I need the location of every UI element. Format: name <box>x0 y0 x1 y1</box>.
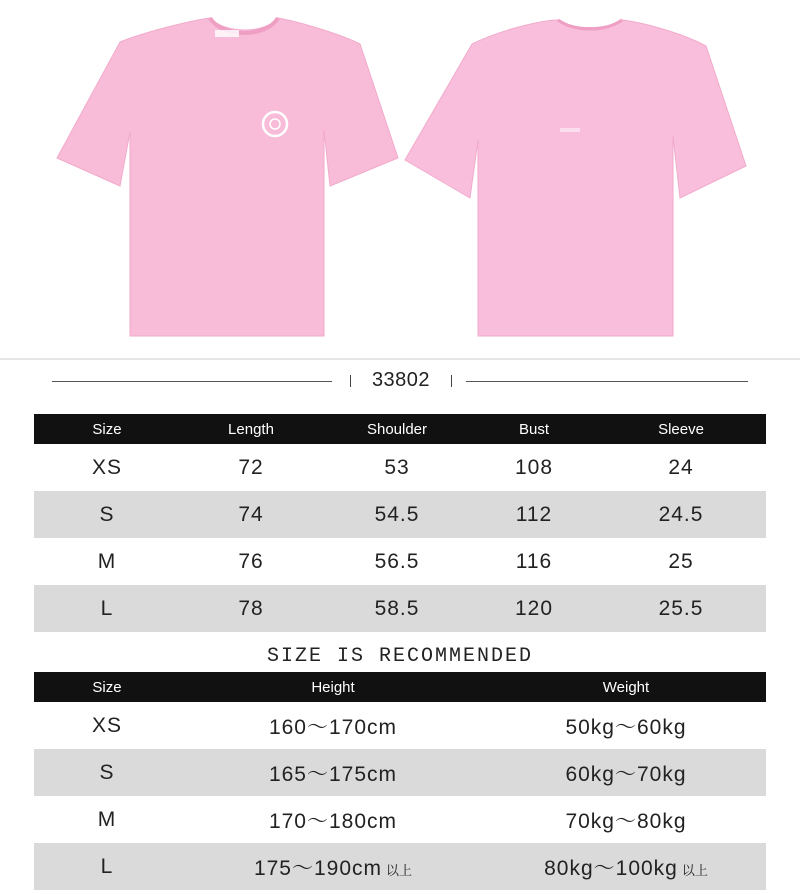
cell-height <box>180 749 486 796</box>
table-row <box>34 585 766 632</box>
cell-weight <box>486 749 766 796</box>
header-sleeve: Sleeve <box>596 414 766 444</box>
height-value: 170～180cm <box>268 809 398 833</box>
weight-note: 以上 <box>681 862 708 878</box>
height-note: 以上 <box>386 862 413 878</box>
cell-bust: 120 <box>472 585 596 632</box>
header-size: Size <box>34 672 180 702</box>
weight-value: 80kg～100kg <box>544 856 678 880</box>
product-photos-svg <box>0 0 800 358</box>
cell-shoulder: 54.5 <box>322 491 472 538</box>
recommend-title: SIZE IS RECOMMENDED <box>266 645 534 668</box>
table-row <box>34 444 766 491</box>
cell-shoulder: 56.5 <box>374 549 420 573</box>
table-row <box>34 538 766 585</box>
size-chart-table <box>34 414 766 632</box>
cell-sleeve: 25.5 <box>596 585 766 632</box>
product-code: 33802 <box>371 369 431 391</box>
header-length: Length <box>180 414 322 444</box>
cell-shoulder: 53 <box>384 455 410 479</box>
cell-sleeve: 25 <box>668 549 694 573</box>
cell-length: 76 <box>238 549 264 573</box>
cell-weight <box>486 702 766 749</box>
header-size: Size <box>34 414 180 444</box>
cell-length: 72 <box>238 455 264 479</box>
cell-height <box>180 843 486 890</box>
decor-bar-right <box>451 375 452 387</box>
product-code-row <box>0 366 800 398</box>
header-weight: Weight <box>486 672 766 702</box>
cell-height <box>180 796 486 843</box>
recommend-table <box>34 672 766 890</box>
size-chart-header <box>34 414 766 444</box>
neck-label <box>215 30 239 37</box>
cell-size: M <box>97 549 117 573</box>
height-value: 165～175cm <box>268 762 398 786</box>
cell-length: 74 <box>180 491 322 538</box>
height-value: 160～170cm <box>268 715 398 739</box>
table-row <box>34 749 766 796</box>
cell-size: M <box>97 807 117 831</box>
product-photos <box>0 0 800 358</box>
cell-bust: 116 <box>515 549 553 573</box>
cell-sleeve: 24.5 <box>596 491 766 538</box>
cell-size: L <box>34 843 180 890</box>
table-row <box>34 491 766 538</box>
cell-sleeve: 24 <box>668 455 694 479</box>
cell-size: S <box>34 749 180 796</box>
section-divider <box>0 358 800 360</box>
decor-line-right <box>466 381 748 382</box>
cell-height <box>180 702 486 749</box>
cell-size: XS <box>91 713 122 737</box>
table-row <box>34 843 766 890</box>
decor-line-left <box>52 381 332 382</box>
recommend-header <box>34 672 766 702</box>
cell-size: S <box>34 491 180 538</box>
cell-bust: 112 <box>472 491 596 538</box>
cell-size: XS <box>91 455 122 479</box>
cell-length: 78 <box>180 585 322 632</box>
tshirt-back-image <box>405 20 746 336</box>
header-shoulder: Shoulder <box>322 414 472 444</box>
weight-value: 50kg～60kg <box>565 715 687 739</box>
height-value: 175～190cm <box>253 856 383 880</box>
weight-value: 70kg～80kg <box>565 809 687 833</box>
table-row <box>34 796 766 843</box>
decor-bar-left <box>350 375 351 387</box>
weight-value: 60kg～70kg <box>565 762 687 786</box>
header-bust: Bust <box>472 414 596 444</box>
cell-weight <box>486 796 766 843</box>
tshirt-front-image <box>57 18 398 336</box>
cell-weight <box>486 843 766 890</box>
cell-bust: 108 <box>514 455 554 479</box>
header-height: Height <box>180 672 486 702</box>
table-row <box>34 702 766 749</box>
cell-size: L <box>34 585 180 632</box>
cell-shoulder: 58.5 <box>322 585 472 632</box>
